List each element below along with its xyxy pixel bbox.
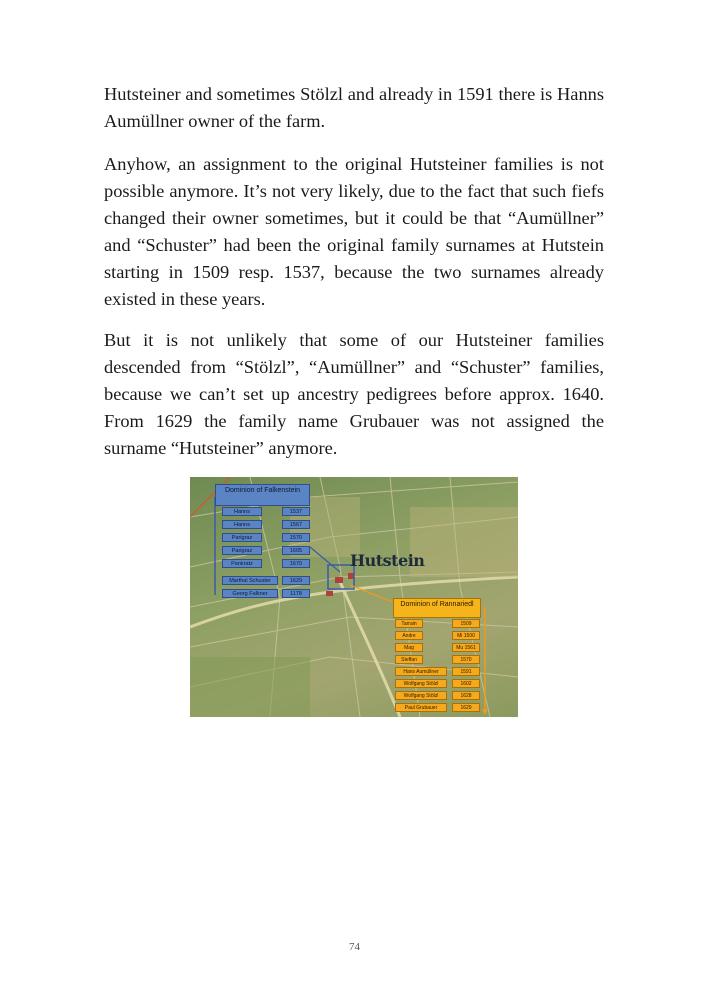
page-number: 74 (349, 941, 360, 953)
rannariedl-name-1: Tarrain (395, 619, 423, 628)
rannariedl-year-2: Mi 1500 (452, 631, 480, 640)
falkenstein-title: Dominion of Falkenstein (215, 484, 310, 506)
rannariedl-year-6: 1602 (452, 679, 480, 688)
rannariedl-name-3: Mag (395, 643, 423, 652)
rannariedl-year-3: Mu 1561 (452, 643, 480, 652)
falkenstein-name-4: Parigraz (222, 546, 262, 555)
falkenstein-name-2: Hanns (222, 520, 262, 529)
falkenstein-year-6: 1629 (282, 576, 310, 585)
rannariedl-name-7: Wolfgang Stölzl (395, 691, 447, 700)
rannariedl-title: Dominion of Rannariedl (393, 598, 481, 618)
rannariedl-name-2: Andre (395, 631, 423, 640)
rannariedl-year-8: 1629 (452, 703, 480, 712)
paragraph-1: Hutsteiner and sometimes Stölzl and already in 1591 there is Hanns Aumüllner owner of the farm. (104, 84, 604, 131)
falkenstein-name-3: Parigraz (222, 533, 262, 542)
rannariedl-name-4: Steffan (395, 655, 423, 664)
rannariedl-name-5: Hans Aumüllner (395, 667, 447, 676)
paragraph-2: Anyhow, an assignment to the original Hutsteiner families is not possible anymore. It’s not very likely, due to the fact that such fiefs changed their owner sometimes, but it could be that “Aumüllner” and “Schuster” had been the original family surnames at Hutstein starting in 1509 resp. 1537, because the two surnames already existed in these years. (104, 154, 604, 309)
falkenstein-year-7: 1178 (282, 589, 310, 598)
rannariedl-year-5: 1591 (452, 667, 480, 676)
rannariedl-name-8: Paul Grubauer (395, 703, 447, 712)
falkenstein-year-1: 1537 (282, 507, 310, 516)
rannariedl-name-6: Wolfgang Stölzl (395, 679, 447, 688)
rannariedl-year-7: 1628 (452, 691, 480, 700)
rannariedl-year-4: 1570 (452, 655, 480, 664)
map-figure (190, 477, 518, 717)
map-place-label: Hutstein (350, 551, 425, 570)
falkenstein-year-4: 1605 (282, 546, 310, 555)
falkenstein-year-3: 1570 (282, 533, 310, 542)
falkenstein-year-2: 1567 (282, 520, 310, 529)
falkenstein-name-7: Georg Falkner (222, 589, 278, 598)
rannariedl-year-1: 1509 (452, 619, 480, 628)
paragraph-3: But it is not unlikely that some of our Hutsteiner families descended from “Stölzl”, “Aumüllner” and “Schuster” families, because we can’t set up ancestry pedigrees before approx. 1640. From 1629 the family name Grubauer was not assigned the surname “Hutsteiner” anymore. (104, 330, 604, 458)
falkenstein-year-5: 1670 (282, 559, 310, 568)
falkenstein-name-1: Hanns (222, 507, 262, 516)
falkenstein-name-6: Marthal Schuster (222, 576, 278, 585)
falkenstein-name-5: Pankratz (222, 559, 262, 568)
